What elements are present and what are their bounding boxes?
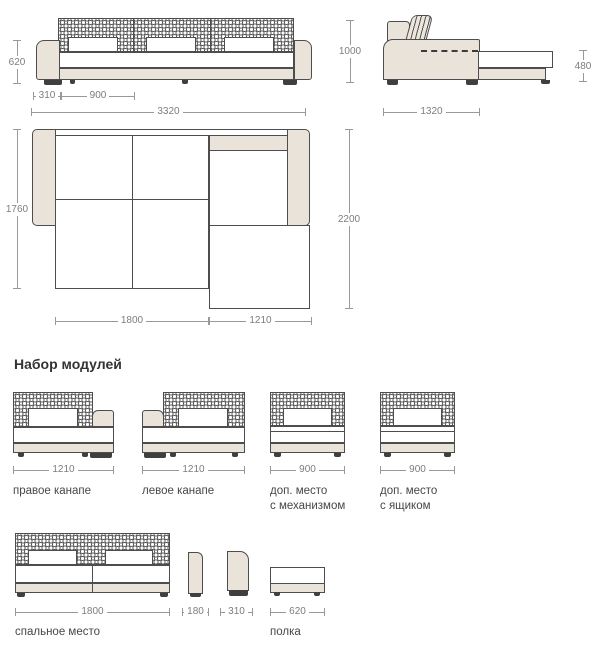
foot: [229, 590, 248, 596]
plan-chaise-back: [209, 135, 288, 151]
side-chaise-top: [478, 51, 553, 68]
dim-value: 1210: [52, 464, 75, 475]
foot: [232, 453, 238, 457]
module-seat-edge: [381, 431, 454, 432]
module-center-divider: [92, 565, 93, 593]
side-pillow: [405, 15, 433, 42]
module-pillow: [28, 550, 77, 565]
dim-value: 180: [187, 606, 204, 617]
foot: [18, 453, 24, 457]
dim-side-height: [338, 20, 362, 83]
dim-value: 1800: [120, 315, 144, 326]
dim-value: 900: [409, 464, 426, 475]
armrest-side-view: [227, 551, 249, 591]
front-armrest-left: [36, 40, 60, 80]
foot: [170, 453, 176, 457]
module-label: спальное место: [15, 626, 100, 638]
module-label: доп. место: [380, 485, 438, 497]
dim-plan-total-depth: [337, 129, 361, 309]
plan-armrest-left: [32, 129, 56, 226]
module-label: правое канапе: [13, 485, 92, 497]
module-armrest: [142, 410, 164, 427]
dim-value: 1000: [338, 46, 362, 57]
module-seat-edge: [271, 431, 344, 432]
plan-armrest-right: [287, 129, 310, 226]
dim-value: 3320: [157, 106, 180, 117]
foot: [190, 593, 201, 597]
front-base-band: [58, 68, 294, 80]
dim-module-width: [142, 464, 245, 476]
plan-chaise-extension: [209, 225, 310, 309]
module-base: [270, 443, 345, 453]
dim-side-depth: [383, 106, 480, 118]
front-armrest-right: [294, 40, 312, 80]
dim-plan-left-width: [55, 315, 209, 327]
dim-value: 1320: [420, 106, 443, 117]
dim-value: 310: [38, 90, 56, 101]
dim-value: 310: [228, 606, 245, 617]
armrest-side-view: [188, 552, 203, 594]
section-title: Набор модулей: [14, 356, 122, 372]
dim-value: 1210: [182, 464, 205, 475]
module-seat: [380, 426, 455, 443]
dim-armrest-narrow: [182, 606, 209, 618]
front-pillow: [146, 37, 196, 52]
dim-value: 620: [289, 606, 306, 617]
dim-value: 480: [574, 60, 592, 72]
plan-seat-divider-v: [132, 136, 133, 288]
module-base: [13, 443, 114, 453]
dim-plan-chaise-width: [209, 315, 312, 327]
foot: [44, 80, 62, 85]
dim-front-total-width: [31, 106, 306, 118]
foot: [314, 592, 320, 596]
module-base: [142, 443, 245, 453]
dim-value: 2200: [337, 213, 361, 225]
module-label: левое канапе: [142, 485, 215, 497]
foot: [384, 453, 391, 457]
module-seat: [13, 427, 114, 443]
front-pillow: [224, 37, 274, 52]
dim-armrest-wide: [220, 606, 253, 618]
dim-value: 620: [8, 56, 26, 68]
module-pillow: [178, 408, 228, 427]
front-seat-band: [58, 52, 294, 68]
side-body: [383, 39, 480, 80]
front-pillow: [68, 37, 118, 52]
dim-value: 1760: [5, 203, 29, 215]
foot: [90, 453, 112, 458]
module-seat: [142, 427, 245, 443]
module-pillow: [393, 408, 442, 426]
dim-value: 1800: [81, 606, 104, 617]
module-label-line2: с механизмом: [270, 500, 346, 512]
foot: [82, 453, 88, 457]
shelf-top: [270, 567, 325, 584]
foot: [144, 453, 166, 458]
module-label-line2: с ящиком: [380, 500, 431, 512]
dim-value: 900: [89, 90, 107, 101]
dim-value: 900: [299, 464, 316, 475]
module-base: [380, 443, 455, 453]
foot: [17, 593, 25, 597]
dim-front-seat: [61, 90, 135, 102]
foot: [466, 80, 478, 85]
plan-seat-divider-h: [56, 199, 208, 200]
foot: [444, 453, 451, 457]
foot: [160, 593, 168, 597]
foot: [541, 80, 550, 84]
module-seat: [270, 426, 345, 443]
foot: [334, 453, 341, 457]
foot: [274, 592, 280, 596]
module-armrest: [92, 410, 114, 427]
dim-value: 1210: [249, 315, 272, 326]
dim-module-width: [270, 464, 345, 476]
module-label: доп. место: [270, 485, 328, 497]
module-pillow: [28, 408, 78, 427]
foot: [283, 80, 297, 85]
module-pillow: [283, 408, 332, 426]
side-chaise-base: [478, 68, 546, 80]
dim-module-width: [15, 606, 170, 618]
dim-module-width: [380, 464, 455, 476]
module-pillow: [105, 550, 153, 565]
module-label: полка: [270, 626, 301, 638]
dim-side-seat-height: [574, 50, 592, 82]
foot: [70, 80, 75, 84]
dim-front-armrest: [33, 90, 61, 102]
foot: [182, 80, 188, 84]
fold-line: [421, 50, 478, 52]
dim-module-width: [270, 606, 325, 618]
dim-front-height: [8, 40, 26, 84]
dim-plan-seat-depth: [5, 129, 29, 289]
dim-module-width: [13, 464, 114, 476]
plan-chaise-seat: [209, 150, 288, 226]
foot: [387, 80, 398, 85]
foot: [274, 453, 281, 457]
